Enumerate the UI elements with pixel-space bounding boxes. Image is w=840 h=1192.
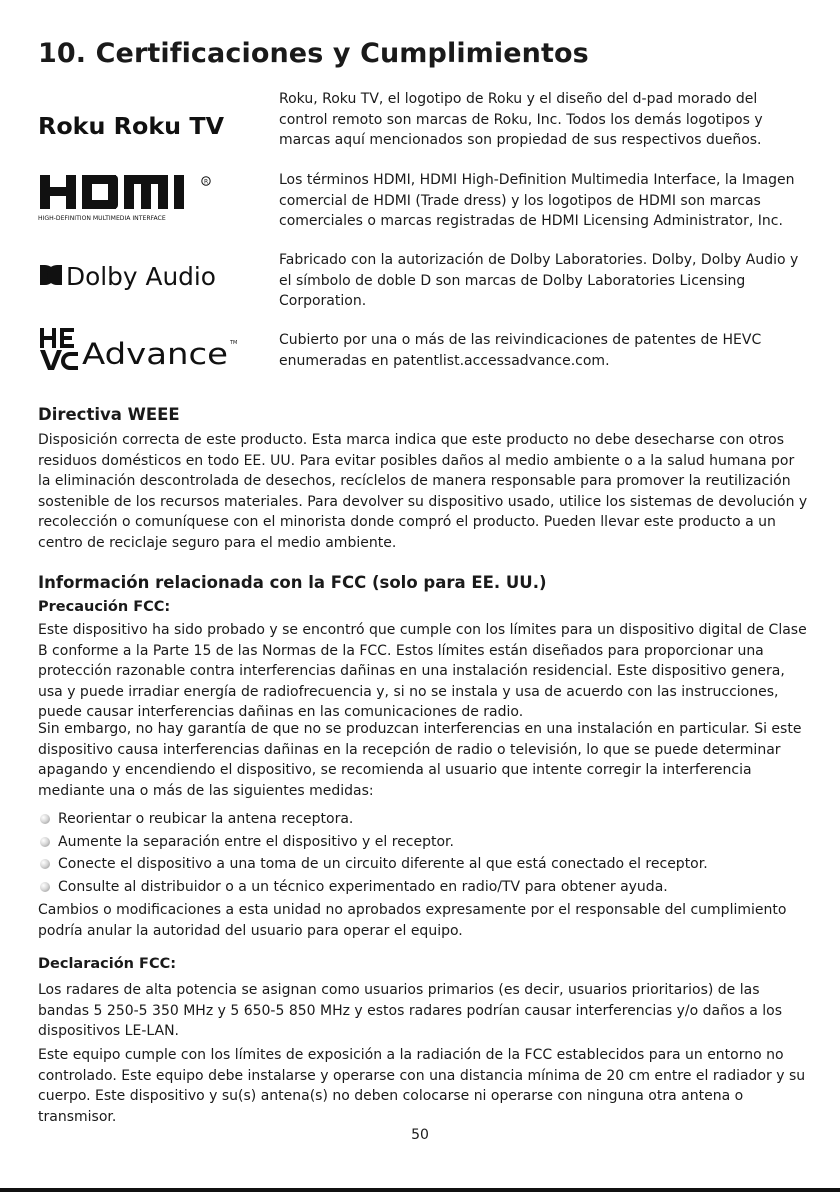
hevc-advance-logo: [38, 326, 243, 378]
dolby-audio-logo: [38, 258, 238, 298]
bullet-icon: [40, 882, 50, 892]
roku-trademark-text: Roku, Roku TV, el logotipo de Roku y el diseño del d-pad morado del control remoto son marcas de Roku, Inc. Todos los demás logotipos y marcas aquí mencionados son propiedad de sus respectivos dueños.: [279, 91, 763, 148]
fcc-changes-text: Cambios o modificaciones a esta unidad no aprobados expresamente por el responsable del cumplimiento podría anular la autoridad del usuario para operar el equipo.: [38, 902, 787, 939]
fcc-declaration-paragraph-2: Este equipo cumple con los límites de exposición a la radiación de la FCC establecidos para un entorno no controlado. Este equipo debe instalarse y operarse con una distancia mínima de 20 cm entre el radiador y su cuerpo. Este dispositivo y su(s) antena(s) no deben colocarse ni operarse con ninguna otra antena o transmisor.: [38, 1047, 806, 1125]
weee-text: Disposición correcta de este producto. Esta marca indica que este producto no debe desecharse con otros residuos domésticos en todo EE. UU. Para evitar posibles daños al medio ambiente o a la salud humana por la eliminación descontrolada de desechos, recíclelos de manera responsable para promover la reutilización sostenible de los recursos materiales. Para devolver su dispositivo usado, utilice los sistemas de devolución y recolección o comuníquese con el minorista donde compró el producto. Pueden llevar este producto a un centro de reciclaje seguro para el medio ambiente.: [38, 432, 808, 551]
weee-heading: Directiva WEEE: [38, 405, 180, 424]
list-item: Consulte al distribuidor o a un técnico experimentado en radio/TV para obtener ayuda.: [38, 876, 808, 899]
bottom-divider: [0, 1188, 840, 1192]
list-item: Reorientar o reubicar la antena receptora.: [38, 808, 808, 831]
svg-text:R: R: [204, 178, 209, 186]
hdmi-logo: [38, 173, 218, 229]
fcc-caution-paragraph-1: Este dispositivo ha sido probado y se encontró que cumple con los límites para un dispositivo digital de Clase B conforme a la Parte 15 de las Normas de la FCC. Estos límites están diseñados para proporcionar una protección razonable contra interferencias dañinas en una instalación residencial. Este dispositivo genera, usa y puede irradiar energía de radiofrecuencia y, si no se instala y usa de acuerdo con las instrucciones, puede causar interferencias dañinas en las comunicaciones de radio.: [38, 622, 807, 720]
dolby-trademark-text: Fabricado con la autorización de Dolby Laboratories. Dolby, Dolby Audio y el símbolo de doble D son marcas de Dolby Laboratories Licensing Corporation.: [279, 252, 799, 309]
fcc-declaration-paragraph-1: Los radares de alta potencia se asignan como usuarios primarios (es decir, usuarios prioritarios) de las bandas 5 250-5 350 MHz y 5 650-5 850 MHz y estos radares podrían causar interferencias y/o daños a los dispositivos LE-LAN.: [38, 982, 783, 1039]
bullet-icon: [40, 814, 50, 824]
fcc-declaration-heading: Declaración FCC:: [38, 956, 177, 972]
bullet-icon: [40, 837, 50, 847]
bullet-icon: [40, 859, 50, 869]
list-item: Aumente la separación entre el dispositivo y el receptor.: [38, 831, 808, 854]
svg-text:TM: TM: [230, 340, 238, 346]
svg-text:Roku Roku TV: Roku Roku TV: [38, 114, 225, 140]
svg-text:Advance: Advance: [82, 337, 228, 371]
hevc-patent-text: Cubierto por una o más de las reivindicaciones de patentes de HEVC enumeradas en patentlist.accessadvance.com.: [279, 332, 762, 369]
fcc-heading: Información relacionada con la FCC (solo para EE. UU.): [38, 573, 547, 592]
hdmi-trademark-text: Los términos HDMI, HDMI High-Definition Multimedia Interface, la Imagen comercial de HDMI (Trade dress) y los logotipos de HDMI son marcas comerciales o marcas registradas de HDMI Licensing Administrator, Inc.: [279, 172, 795, 229]
fcc-caution-paragraph-2: Sin embargo, no hay garantía de que no se produzcan interferencias en una instalación en particular. Si este dispositivo causa interferencias dañinas en la recepción de radio o televisión, lo que se puede determinar apagando y encendiendo el dispositivo, se recomienda al usuario que intente corregir la interferencia mediante una o más de las siguientes medidas:: [38, 721, 802, 799]
fcc-caution-heading: Precaución FCC:: [38, 599, 171, 615]
svg-text:Dolby Audio: Dolby Audio: [66, 262, 216, 291]
page-title: 10. Certificaciones y Cumplimientos: [38, 38, 589, 69]
roku-logo: [38, 110, 228, 144]
list-item: Conecte el dispositivo a una toma de un circuito diferente al que está conectado el receptor.: [38, 853, 808, 876]
page-number: 50: [411, 1127, 429, 1143]
fcc-measures-list: [38, 808, 808, 898]
svg-text:HIGH-DEFINITION MULTIMEDIA INT: HIGH-DEFINITION MULTIMEDIA INTERFACE: [38, 215, 166, 222]
